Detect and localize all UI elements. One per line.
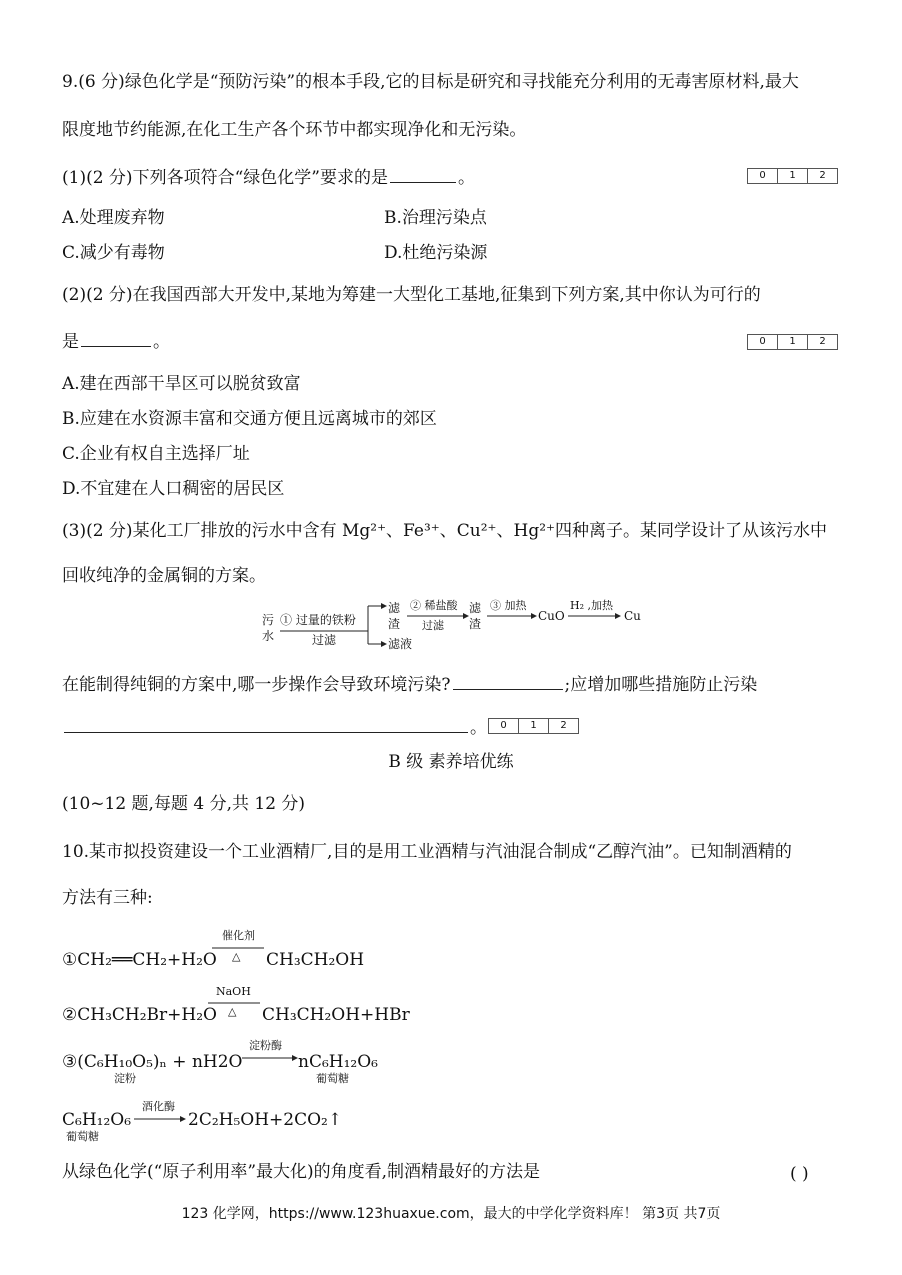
option-a: A.建在西部干旱区可以脱贫致富 bbox=[62, 374, 301, 394]
reaction-arrow bbox=[208, 999, 260, 1007]
method-2-heat: △ bbox=[228, 1005, 237, 1018]
q9-part3-answer-line: 。 bbox=[62, 720, 487, 737]
flow-start: 水 bbox=[262, 629, 275, 643]
q9-part3-line1: (3)(2 分)某化工厂排放的污水中含有 Mg²⁺、Fe³⁺、Cu²⁺、Hg²⁺四种离子。某同学设计了从该污水中 bbox=[62, 521, 827, 541]
method-3-right-label: 葡萄糖 bbox=[316, 1072, 349, 1085]
score-box[interactable]: 0 1 2 bbox=[488, 718, 579, 734]
method-3-right: nC₆H₁₂O₆ bbox=[298, 1052, 378, 1072]
method-2-condition: NaOH bbox=[216, 985, 251, 998]
flow-cu: Cu bbox=[624, 609, 641, 623]
option-c: C.减少有毒物 bbox=[62, 243, 165, 263]
answer-blank[interactable] bbox=[64, 732, 468, 733]
section-b-title: B 级 素养培优练 bbox=[388, 752, 514, 772]
q9-part2-line2: 是 。 bbox=[62, 332, 170, 352]
method-3-condition: 淀粉酶 bbox=[249, 1039, 282, 1052]
option-d: D.杜绝污染源 bbox=[384, 243, 488, 263]
flow-residue: 渣 bbox=[388, 617, 401, 631]
q9-part2-line1: (2)(2 分)在我国西部大开发中,某地为筹建一大型化工基地,征集到下列方案,其中你认为可行的 bbox=[62, 285, 761, 305]
flow-step4-label: H₂ ,加热 bbox=[570, 599, 613, 612]
flow-cuo: CuO bbox=[538, 609, 565, 623]
flow-step1-label: ① 过量的铁粉 bbox=[280, 613, 356, 627]
flow-step2-label: ② 稀盐酸 bbox=[410, 599, 458, 612]
option-a: A.处理废弃物 bbox=[62, 208, 165, 228]
q9-part1-text: (1)(2 分)下列各项符合“绿色化学”要求的是 bbox=[62, 168, 388, 188]
flow-step1-sub: 过滤 bbox=[312, 633, 337, 647]
q9-part1: (1)(2 分)下列各项符合“绿色化学”要求的是 。 bbox=[62, 168, 475, 188]
q10-question: 从绿色化学(“原子利用率”最大化)的角度看,制酒精最好的方法是 bbox=[62, 1162, 541, 1182]
q9-part3-line2: 回收纯净的金属铜的方案。 bbox=[62, 566, 266, 586]
method-1-condition: 催化剂 bbox=[222, 929, 255, 942]
option-b: B.应建在水资源丰富和交通方便且远离城市的郊区 bbox=[62, 409, 437, 429]
flow-residue: 滤 bbox=[388, 601, 401, 615]
reaction-arrow bbox=[134, 1115, 186, 1123]
flow-step3-label: ③ 加热 bbox=[490, 599, 527, 612]
method-3-left: ③(C₆H₁₀O₅)ₙ + nH2O bbox=[62, 1052, 243, 1072]
reaction-arrow bbox=[212, 944, 264, 952]
answer-parentheses[interactable]: ( ) bbox=[790, 1164, 809, 1184]
option-c: C.企业有权自主选择厂址 bbox=[62, 444, 250, 464]
page-footer: 123 化学网，https://www.123huaxue.com，最大的中学化学资料库！ 第3页 共7页 bbox=[181, 1206, 721, 1222]
method-3b-left-label: 葡萄糖 bbox=[66, 1130, 99, 1143]
flow-step2-sub: 过滤 bbox=[422, 619, 444, 632]
flow-start: 污 bbox=[262, 613, 275, 627]
method-1-left: ①CH₂══CH₂+H₂O bbox=[62, 950, 217, 970]
method-3b-condition: 酒化酶 bbox=[142, 1100, 175, 1113]
method-2-left: ②CH₃CH₂Br+H₂O bbox=[62, 1005, 217, 1025]
q9-intro-line1: 9.(6 分)绿色化学是“预防污染”的根本手段,它的目标是研究和寻找能充分利用的无毒害原材料,最大 bbox=[62, 72, 799, 92]
score-box[interactable]: 0 1 2 bbox=[747, 334, 838, 350]
flow-residue: 滤 bbox=[469, 601, 482, 615]
method-3-left-label: 淀粉 bbox=[114, 1072, 136, 1085]
method-1-right: CH₃CH₂OH bbox=[266, 950, 365, 970]
method-3b-right: 2C₂H₅OH+2CO₂↑ bbox=[188, 1110, 343, 1130]
answer-blank[interactable] bbox=[453, 689, 563, 690]
answer-blank[interactable] bbox=[390, 182, 456, 183]
option-b: B.治理污染点 bbox=[384, 208, 487, 228]
method-1-heat: △ bbox=[232, 950, 241, 963]
q9-part3-question: 在能制得纯铜的方案中,哪一步操作会导致环境污染? ;应增加哪些措施防止污染 bbox=[62, 675, 758, 695]
method-3b-left: C₆H₁₂O₆ bbox=[62, 1110, 132, 1130]
answer-blank[interactable] bbox=[81, 346, 151, 347]
q10-line2: 方法有三种: bbox=[62, 888, 153, 908]
reaction-arrow bbox=[242, 1054, 298, 1062]
q10-line1: 10.某市拟投资建设一个工业酒精厂,目的是用工业酒精与汽油混合制成“乙醇汽油”。已知制酒精的 bbox=[62, 842, 792, 862]
score-box[interactable]: 0 1 2 bbox=[747, 168, 838, 184]
section-b-note: (10~12 题,每题 4 分,共 12 分) bbox=[62, 794, 306, 814]
flow-residue: 渣 bbox=[469, 617, 482, 631]
method-2-right: CH₃CH₂OH+HBr bbox=[262, 1005, 410, 1025]
flow-filtrate: 滤液 bbox=[388, 637, 413, 651]
option-d: D.不宜建在人口稠密的居民区 bbox=[62, 479, 285, 499]
q9-intro-line2: 限度地节约能源,在化工生产各个环节中都实现净化和无污染。 bbox=[62, 120, 527, 140]
